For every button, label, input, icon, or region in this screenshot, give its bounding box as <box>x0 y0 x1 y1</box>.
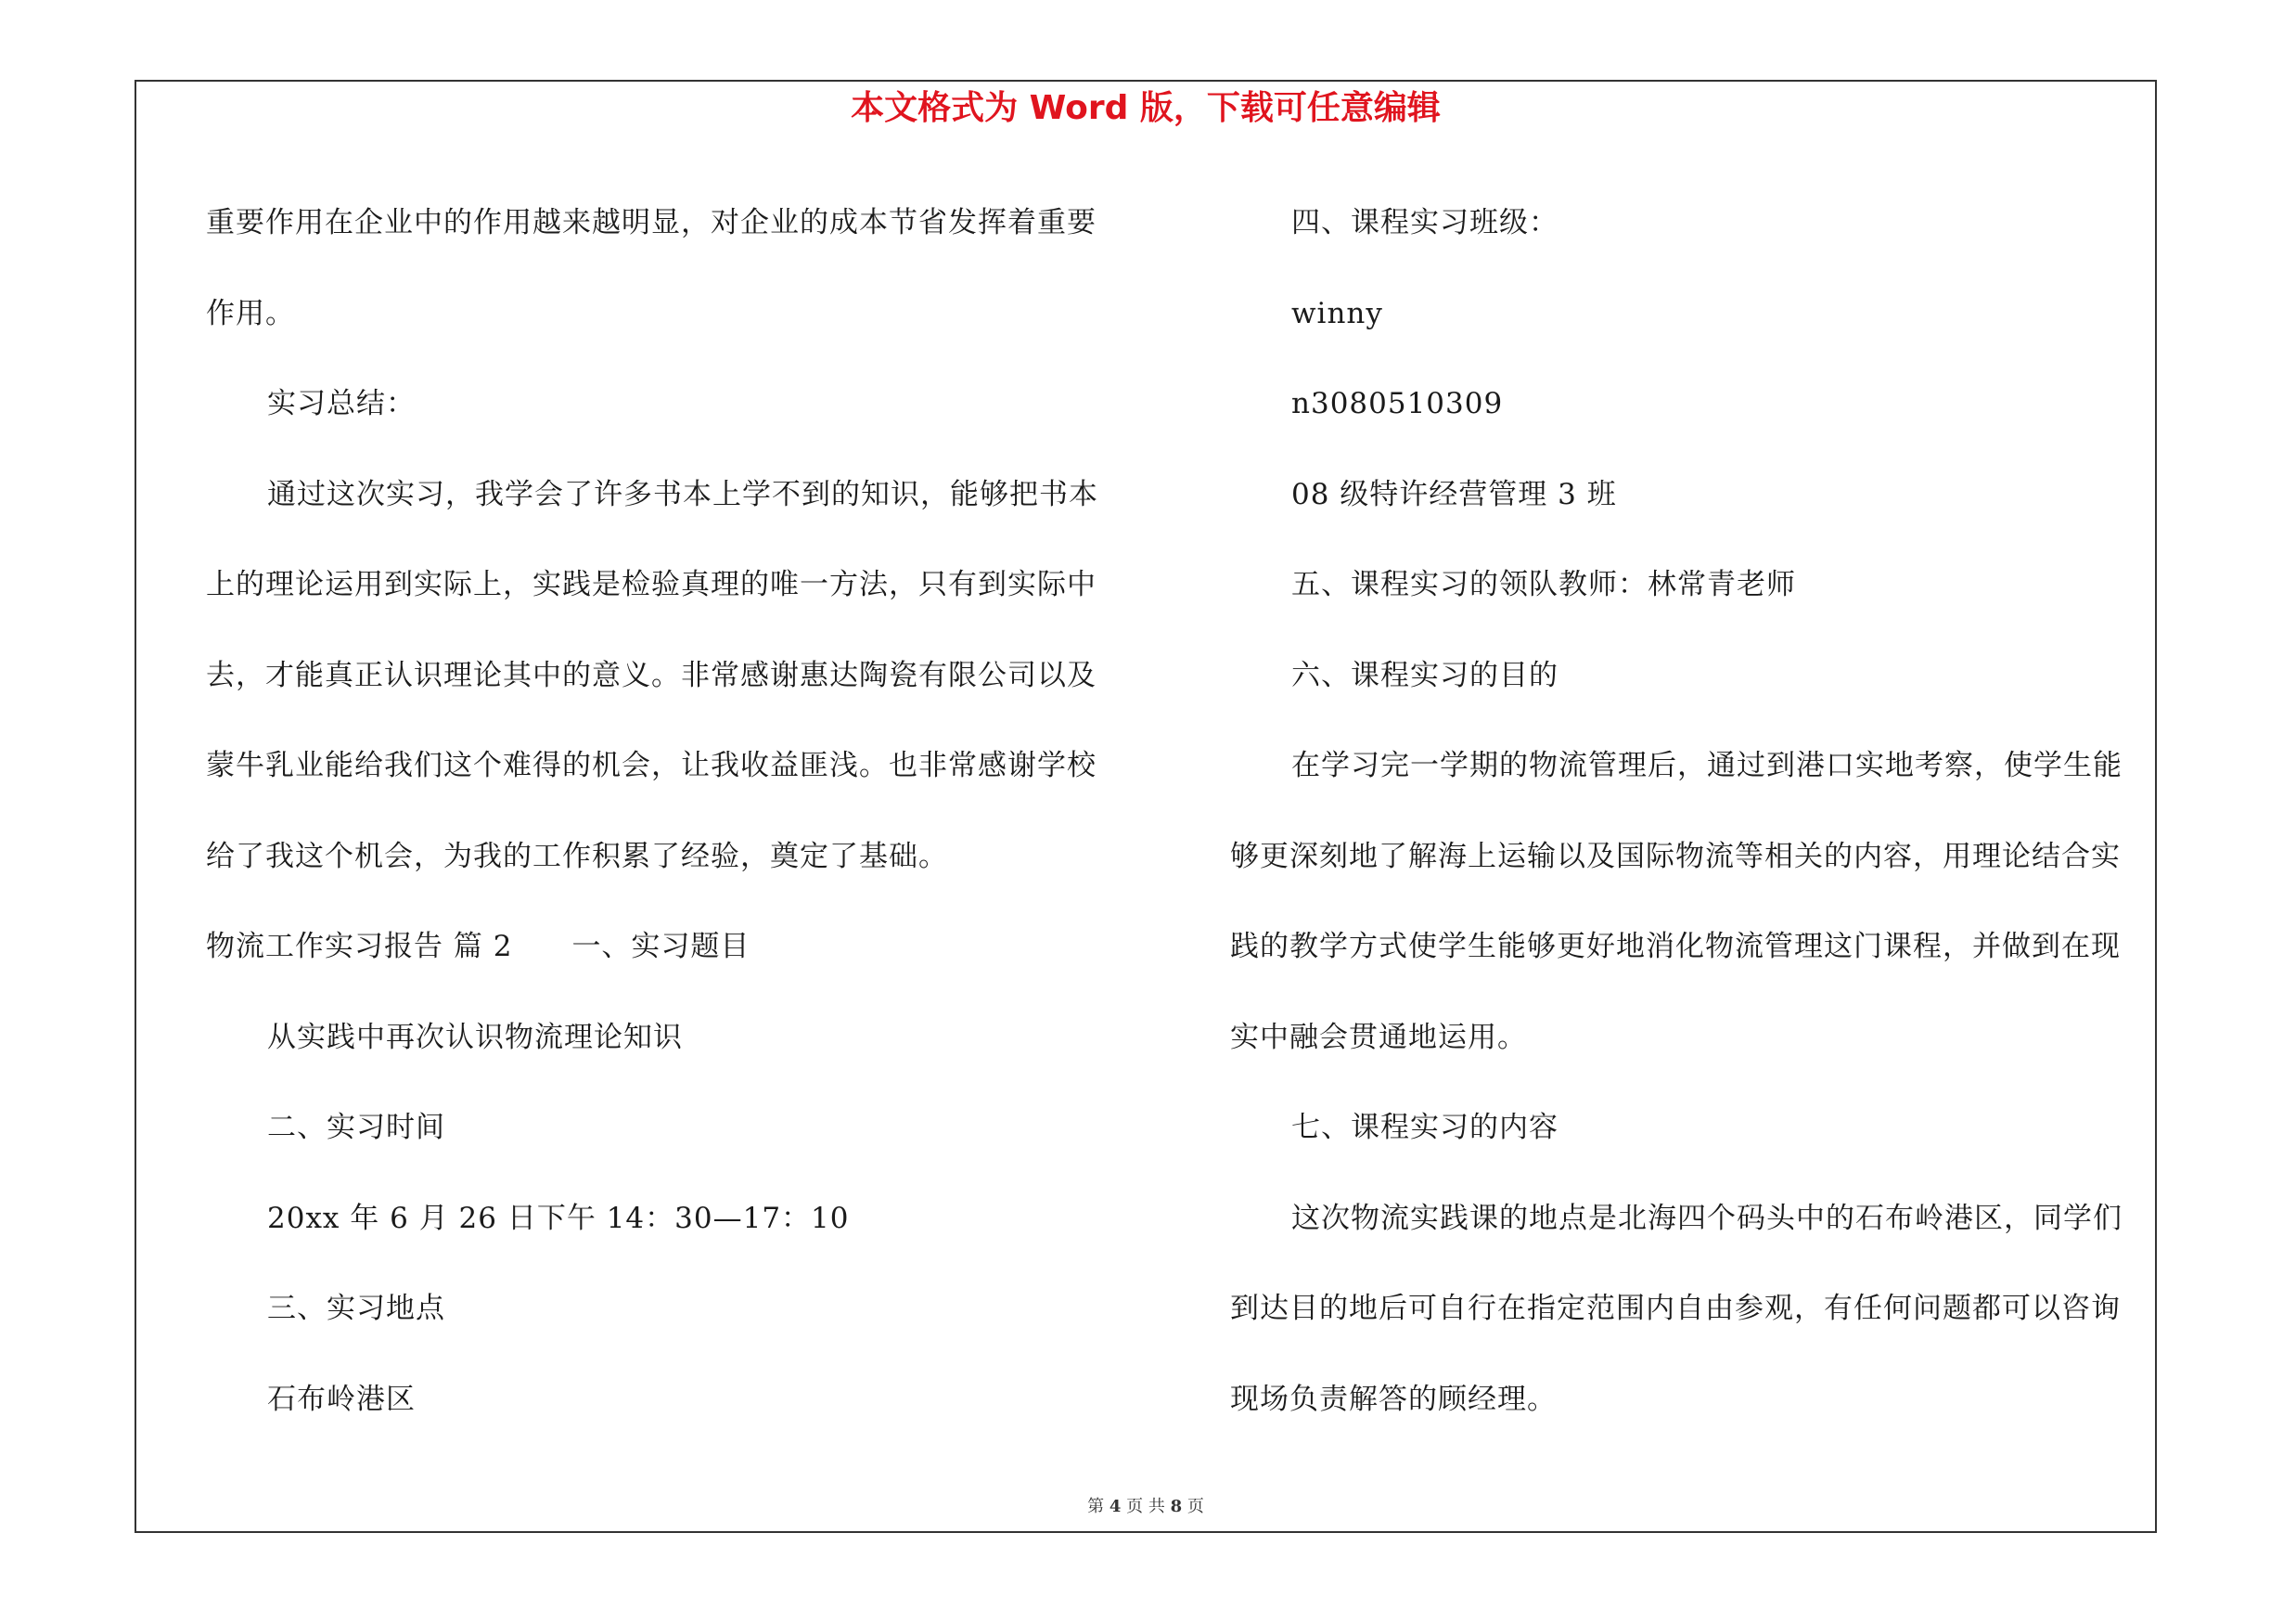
right-column <box>1230 178 2148 1445</box>
paragraph: n3080510309 <box>1291 387 1504 420</box>
total-pages-number: 8 <box>1170 1497 1183 1516</box>
banner-text: 本文格式为 Word 版，下载可任意编辑 <box>851 89 1441 127</box>
section-heading: 一、实习题目 <box>571 930 750 963</box>
paragraph: winny <box>1291 296 1383 330</box>
footer-prefix: 第 <box>1087 1497 1105 1516</box>
article-title: 物流工作实习报告 篇 2 <box>206 930 513 963</box>
left-column <box>206 178 1124 1445</box>
current-page-number: 4 <box>1109 1497 1122 1516</box>
section-heading: 五、课程实习的领队教师：林常青老师 <box>1291 568 1796 601</box>
paragraph: 这次物流实践课的地点是北海四个码头中的石布岭港区，同学们到达目的地后可自行在指定范围内自由参观，有任何问题都可以咨询现场负责解答的顾经理。 <box>1230 1201 2123 1416</box>
section-heading: 六、课程实习的目的 <box>1291 658 1558 692</box>
paragraph: 在学习完一学期的物流管理后，通过到港口实地考察，使学生能够更深刻地了解海上运输以及国际物流等相关的内容，用理论结合实践的教学方式使学生能够更好地消化物流管理这门课程，并做到在现实中融会贯通地运用。 <box>1230 749 2123 1054</box>
footer-middle: 页 共 <box>1126 1497 1165 1516</box>
paragraph-heading: 实习总结： <box>267 387 416 420</box>
paragraph: 20xx 年 6 月 26 日下午 14：30—17：10 <box>267 1201 850 1235</box>
paragraph: 从实践中再次认识物流理论知识 <box>267 1020 683 1054</box>
paragraph: 通过这次实习，我学会了许多书本上学不到的知识，能够把书本上的理论运用到实际上，实践是检验真理的唯一方法，只有到实际中去，才能真正认识理论其中的意义。非常感谢惠达陶瓷有限公司以及蒙牛乳业能给我们这个难得的机会，让我收益匪浅。也非常感谢学校给了我这个机会，为我的工作积累了经验，奠定了基础。 <box>206 477 1098 873</box>
section-heading: 二、实习时间 <box>267 1111 445 1144</box>
footer-suffix: 页 <box>1186 1497 1204 1516</box>
page-footer <box>135 1496 2157 1518</box>
paragraph: 石布岭港区 <box>267 1382 416 1416</box>
paragraph: 08 级特许经营管理 3 班 <box>1291 477 1617 511</box>
paragraph: 重要作用在企业中的作用越来越明显，对企业的成本节省发挥着重要作用。 <box>206 206 1097 330</box>
section-heading: 四、课程实习班级： <box>1291 206 1558 239</box>
section-heading: 三、实习地点 <box>267 1292 445 1325</box>
word-format-banner <box>135 85 2157 132</box>
section-heading: 七、课程实习的内容 <box>1291 1111 1558 1144</box>
section-title-line <box>206 902 1124 993</box>
